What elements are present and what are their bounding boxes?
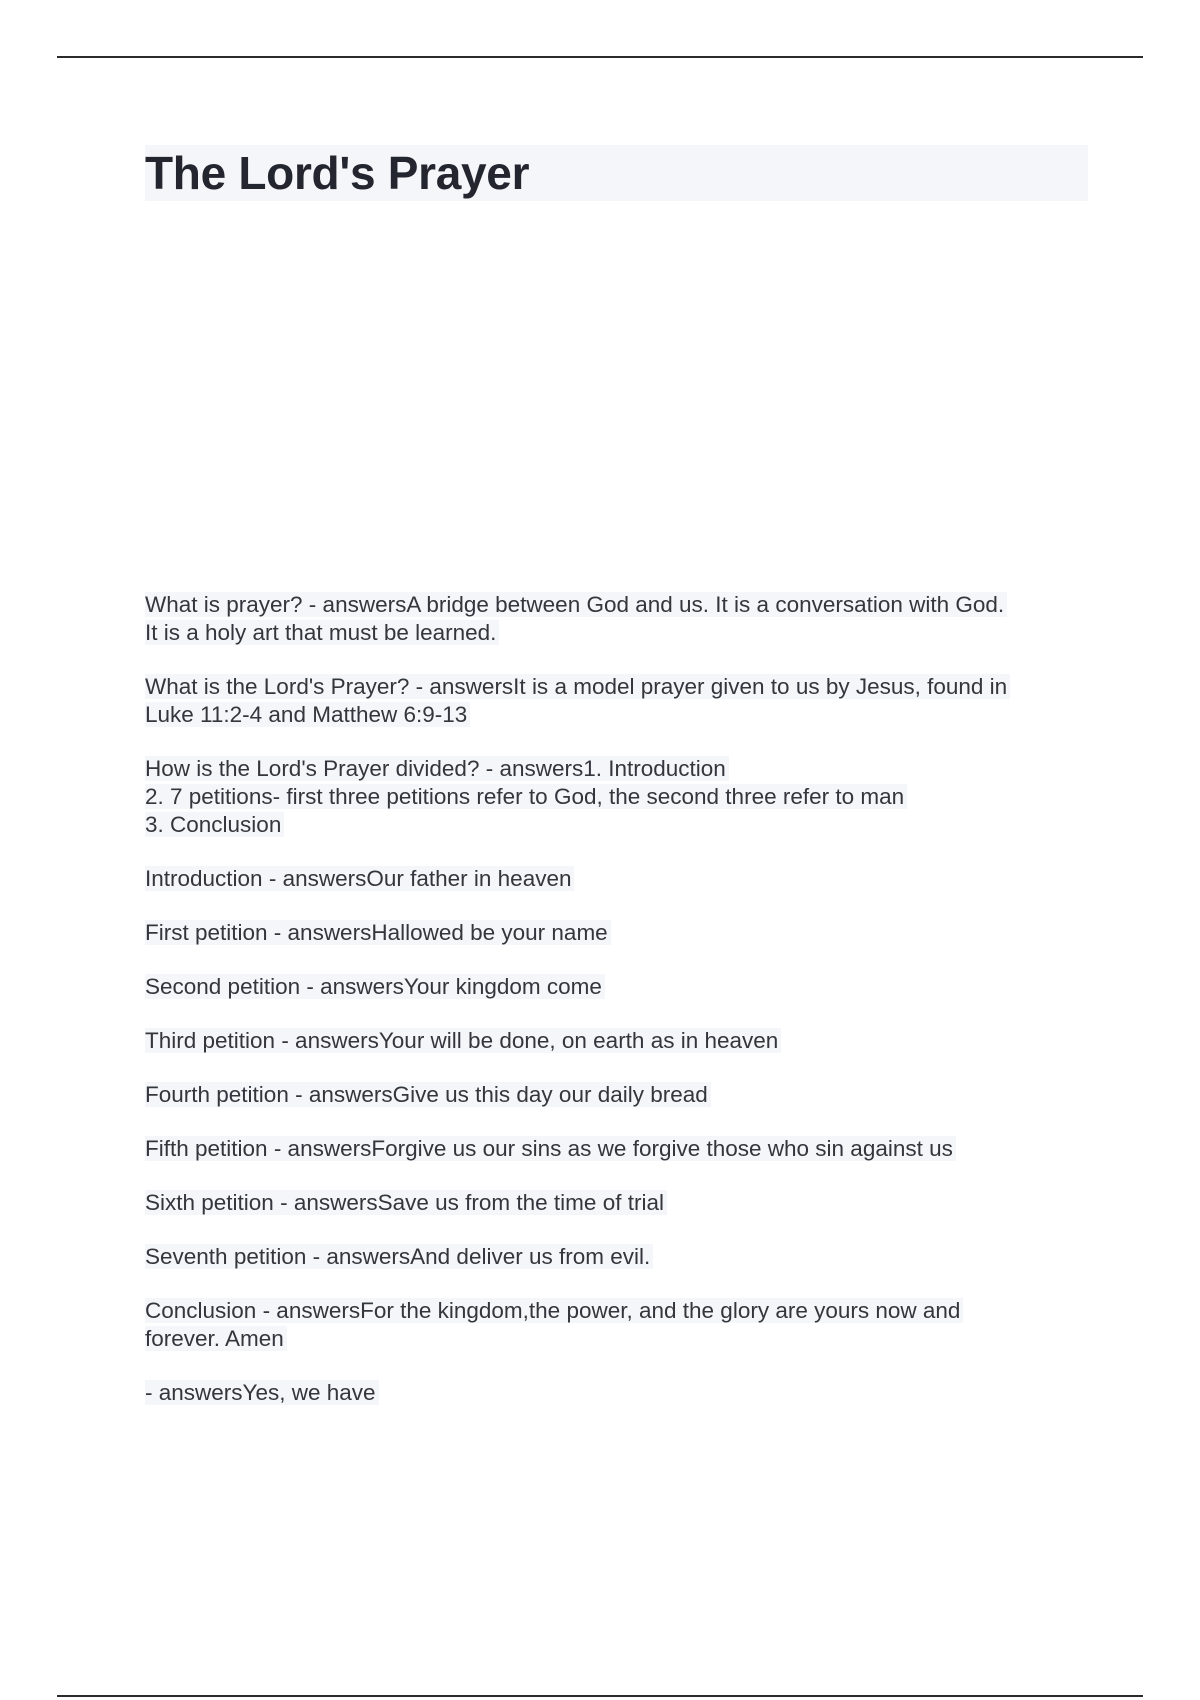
- qa-line: 3. Conclusion: [145, 812, 284, 837]
- qa-item: [145, 1081, 1095, 1109]
- qa-item: [145, 591, 1095, 647]
- qa-item: [145, 673, 1095, 729]
- qa-line: Luke 11:2-4 and Matthew 6:9-13: [145, 702, 470, 727]
- qa-line: - answersYes, we have: [145, 1380, 379, 1405]
- qa-line: Conclusion - answersFor the kingdom,the power, and the glory are yours now and: [145, 1298, 963, 1323]
- qa-line: How is the Lord's Prayer divided? - answers1. Introduction: [145, 756, 729, 781]
- qa-line: Fifth petition - answersForgive us our sins as we forgive those who sin against us: [145, 1136, 956, 1161]
- qa-item: [145, 973, 1095, 1001]
- bottom-divider: [57, 1695, 1143, 1697]
- qa-line: 2. 7 petitions- first three petitions refer to God, the second three refer to man: [145, 784, 907, 809]
- qa-line: Sixth petition - answersSave us from the time of trial: [145, 1190, 667, 1215]
- qa-item: [145, 1189, 1095, 1217]
- qa-list: [145, 591, 1095, 1433]
- qa-line: Introduction - answersOur father in heaven: [145, 866, 574, 891]
- qa-item: [145, 1243, 1095, 1271]
- qa-item: [145, 1379, 1095, 1407]
- qa-item: [145, 1027, 1095, 1055]
- qa-item: [145, 1297, 1095, 1353]
- qa-line: First petition - answersHallowed be your name: [145, 920, 611, 945]
- qa-line: It is a holy art that must be learned.: [145, 620, 499, 645]
- qa-line: Second petition - answersYour kingdom come: [145, 974, 605, 999]
- qa-item: [145, 919, 1095, 947]
- page-title: The Lord's Prayer: [145, 147, 530, 199]
- qa-item: [145, 865, 1095, 893]
- qa-line: What is the Lord's Prayer? - answersIt is a model prayer given to us by Jesus, found in: [145, 674, 1010, 699]
- qa-line: forever. Amen: [145, 1326, 287, 1351]
- qa-item: [145, 1135, 1095, 1163]
- qa-line: What is prayer? - answersA bridge between God and us. It is a conversation with God.: [145, 592, 1007, 617]
- qa-line: Fourth petition - answersGive us this day our daily bread: [145, 1082, 711, 1107]
- top-divider: [57, 56, 1143, 58]
- title-block: [145, 145, 1088, 201]
- qa-item: [145, 755, 1095, 839]
- qa-line: Third petition - answersYour will be done, on earth as in heaven: [145, 1028, 781, 1053]
- qa-line: Seventh petition - answersAnd deliver us from evil.: [145, 1244, 653, 1269]
